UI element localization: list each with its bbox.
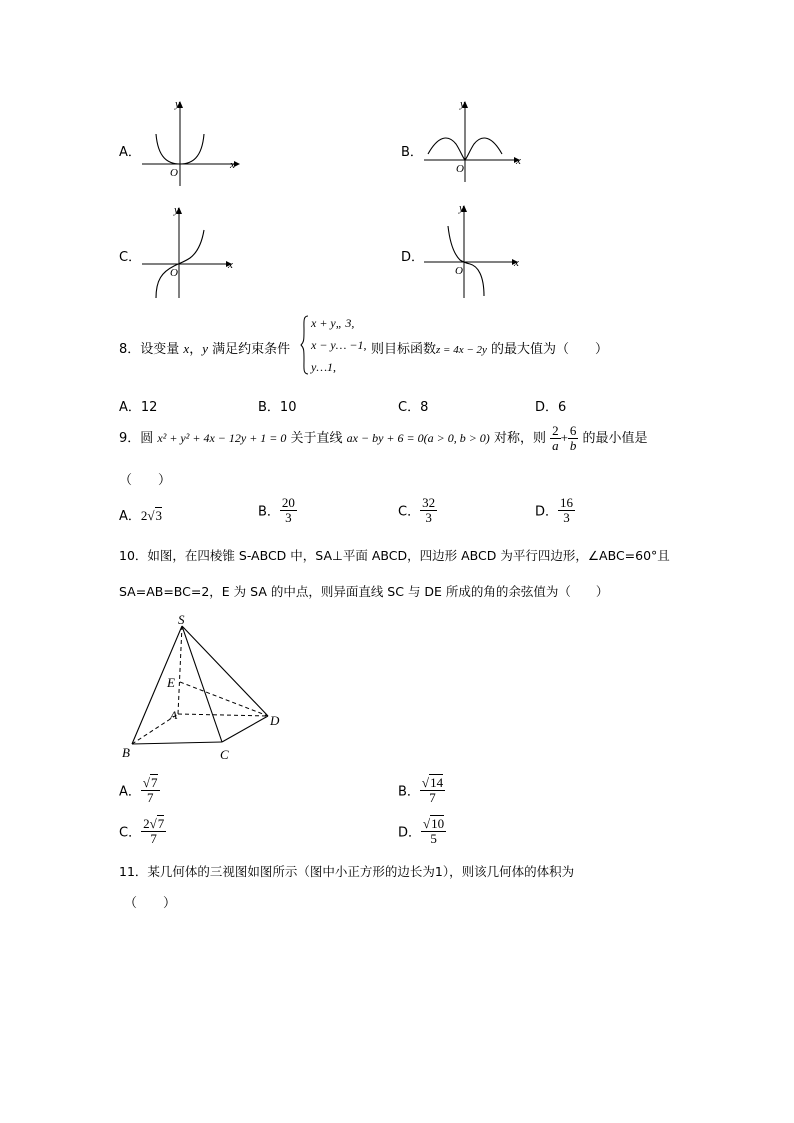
graph-b <box>420 96 530 188</box>
q9-option-b-label: B． <box>258 504 280 520</box>
q9-fraction-6-b: $\frac{6}{b}$ <box>569 423 577 453</box>
q9-option-c <box>398 496 437 524</box>
q8-option-c-label: C． <box>398 400 421 415</box>
q8-option-c <box>398 396 428 415</box>
q9-stem <box>119 421 648 456</box>
edge-sc <box>182 626 222 742</box>
graph-c <box>138 200 248 300</box>
graph-d-y-label: y <box>459 202 464 214</box>
q9-paren: （ ） <box>119 473 172 488</box>
graph-a-y-label: y <box>175 98 180 110</box>
option-d-label: D． <box>401 250 425 265</box>
q9-circle-eq: x² + y² + 4x − 12y + 1 = 0 <box>157 431 287 445</box>
q8-option-b <box>258 396 296 415</box>
graph-d-origin: O <box>455 265 463 277</box>
q8-option-a <box>119 396 157 415</box>
option-b-label: B． <box>401 145 423 160</box>
q9-option-a-radicand: 3 <box>155 508 163 523</box>
q9-option-a-label: A． <box>119 509 141 524</box>
q9-option-b <box>258 496 297 524</box>
q9-option-b-frac: $\frac{20}{3}$ <box>281 495 295 525</box>
edge-cd <box>222 716 268 742</box>
q8-option-b-label: B． <box>258 400 280 415</box>
vertex-c-label: C <box>220 747 229 762</box>
q8-suffix: 的最大值为（ ） <box>486 342 609 357</box>
q9-option-d-frac: $\frac{16}{3}$ <box>560 495 574 525</box>
edge-sd <box>182 626 268 716</box>
q8-objective: z = 4x − 2y <box>436 344 487 356</box>
q8-option-a-value: 12 <box>140 400 158 415</box>
graph-a <box>138 96 248 188</box>
vertex-e-label: E <box>167 675 175 690</box>
q10-option-b <box>398 776 445 804</box>
graph-c-y-label: y <box>174 204 179 216</box>
q10-option-d <box>398 817 446 845</box>
q9-suffix: 的最小值是 <box>578 431 648 446</box>
q9-option-c-frac: $\frac{32}{3}$ <box>422 495 436 525</box>
q10-option-c-label: C． <box>119 825 142 841</box>
option-c-label: C． <box>119 250 142 265</box>
q9-prefix: 9．圆 <box>119 431 158 446</box>
q10-option-c-frac: $\frac{2√7}{7}$ <box>143 816 165 846</box>
edge-sa-hidden <box>178 626 182 714</box>
q10-option-a <box>119 776 160 804</box>
q8-var-y: y <box>202 341 208 356</box>
q8-after: 则目标函数 <box>371 342 437 357</box>
vertex-b-label: B <box>122 745 130 760</box>
edge-ed-hidden <box>180 682 268 716</box>
q8-option-b-value: 10 <box>279 400 297 415</box>
q11-line-1: 11．某几何体的三视图如图所示（图中小正方形的边长为1），则该几何体的体积为 <box>119 864 575 879</box>
q9-mid: 关于直线 <box>286 431 347 446</box>
q8-stem-2 <box>371 338 608 357</box>
graph-a-x-label: x <box>230 159 235 171</box>
q11-paren: （ ） <box>124 896 177 911</box>
graph-a-origin: O <box>170 167 178 179</box>
graph-c-x-label: x <box>228 259 233 271</box>
graph-c-origin: O <box>170 267 178 279</box>
edge-ad-hidden <box>178 714 268 716</box>
graph-d-x-label: x <box>514 257 519 269</box>
q10-line-2: SA=AB=BC=2，E 为 SA 的中点，则异面直线 SC 与 DE 所成的角的余弦值为（ ） <box>119 584 609 599</box>
q10-option-d-frac: $\frac{√10}{5}$ <box>423 816 445 846</box>
q8-option-d-value: 6 <box>558 400 567 415</box>
q10-option-d-label: D． <box>398 825 422 841</box>
q8-option-c-value: 8 <box>420 400 429 415</box>
q8-prefix: 8．设变量 <box>119 342 184 357</box>
q9-option-c-label: C． <box>398 504 421 520</box>
q8-mid: 满足约束条件 <box>207 342 291 357</box>
q8-constraint-2: x − y… −1, <box>311 338 367 352</box>
q9-option-d <box>535 496 575 524</box>
q9-sym: 对称，则 <box>489 431 551 446</box>
q8-constraint-1: x + y„ 3, <box>311 316 355 330</box>
q10-option-a-frac: $\frac{√7}{7}$ <box>142 775 158 805</box>
q9-plus: + <box>560 430 568 445</box>
q8-var-x: x <box>183 341 190 356</box>
graph-b-y-label: y <box>460 98 465 110</box>
graph-d-curve <box>448 226 484 296</box>
vertex-s-label: S <box>178 612 185 627</box>
q10-option-c <box>119 817 166 845</box>
q10-line-1: 10．如图，在四棱锥 S-ABCD 中，SA⊥平面 ABCD，四边形 ABCD 为平行四边形，∠ABC=60°且 <box>119 548 670 563</box>
q8-option-d-label: D． <box>535 400 559 415</box>
q8-stem <box>119 338 290 357</box>
graph-b-origin: O <box>456 163 464 175</box>
q8-option-a-label: A． <box>119 400 141 415</box>
q8-brace <box>300 314 310 376</box>
q8-option-d <box>535 396 566 415</box>
graph-a-x-arrow <box>234 161 240 167</box>
q10-option-a-label: A． <box>119 784 141 800</box>
q10-option-b-frac: $\frac{√14}{7}$ <box>421 775 444 805</box>
graph-d <box>420 200 530 300</box>
q8-constraint-3: y…1, <box>311 360 336 374</box>
option-a-label: A． <box>119 145 141 160</box>
q9-option-a: A．2√3 <box>119 508 163 524</box>
q9-line-eq: ax − by + 6 = 0(a > 0, b > 0) <box>346 431 490 445</box>
q10-option-b-label: B． <box>398 784 420 800</box>
graph-b-x-label: x <box>516 155 521 167</box>
pyramid-figure <box>118 612 298 767</box>
vertex-a-label: A <box>170 708 178 722</box>
vertex-d-label: D <box>270 713 280 728</box>
q9-option-d-label: D． <box>535 504 559 520</box>
edge-bc <box>132 742 222 744</box>
q9-option-a-coef: 2 <box>140 508 148 523</box>
q8-sep: ， <box>189 342 203 357</box>
q9-fraction-2-a: $\frac{2}{a}$ <box>552 423 559 453</box>
